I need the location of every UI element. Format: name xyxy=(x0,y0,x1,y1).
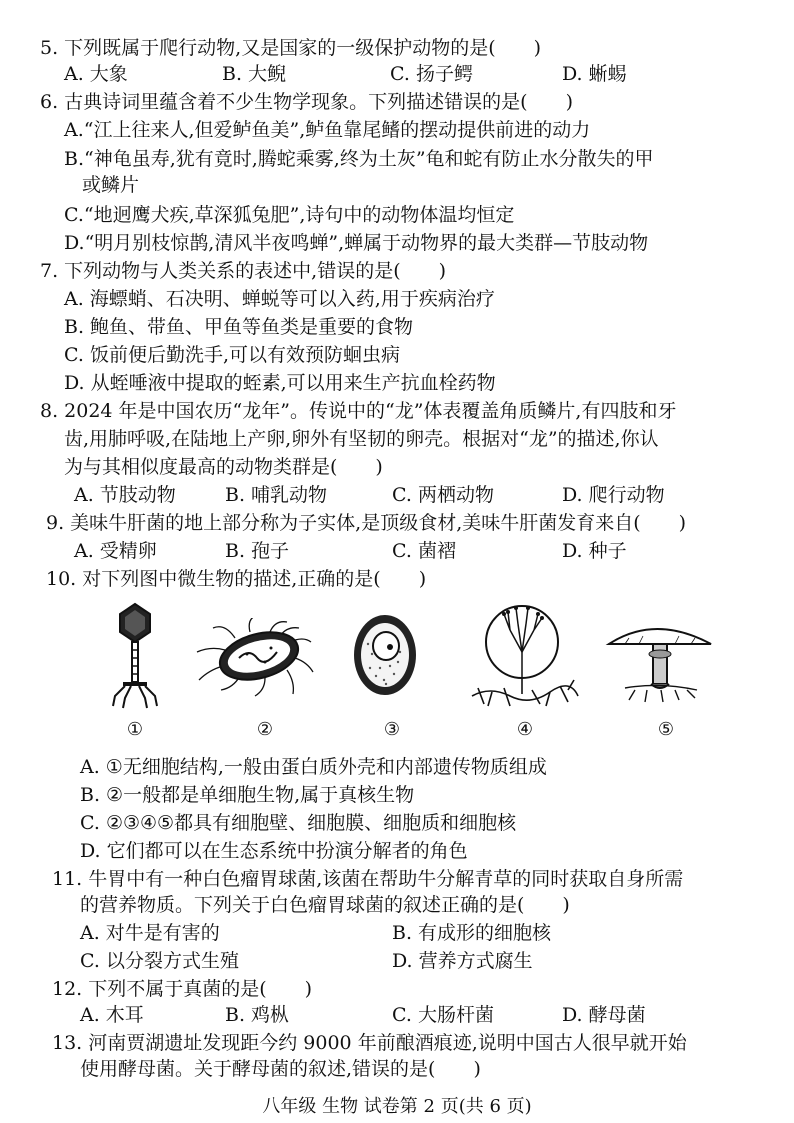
q11-option-d: D. 营养方式腐生 xyxy=(392,950,533,972)
q7-option-c: C. 饭前便后勤洗手,可以有效预防蛔虫病 xyxy=(64,344,400,366)
q13-stem-line1: 13. 河南贾湖遗址发现距今约 9000 年前酿酒痕迹,说明中国古人很早就开始 xyxy=(52,1032,687,1054)
q8-option-c: C. 两栖动物 xyxy=(392,484,494,506)
q8-stem-line1: 8. 2024 年是中国农历“龙年”。传说中的“龙”体表覆盖角质鳞片,有四肢和牙 xyxy=(40,400,677,422)
q5-option-c: C. 扬子鳄 xyxy=(390,63,473,85)
q6-option-b-line2: 或鳞片 xyxy=(82,174,140,196)
q12-option-d: D. 酵母菌 xyxy=(562,1004,646,1026)
mushroom-figure xyxy=(605,614,715,704)
figure-label-2: ② xyxy=(256,719,274,740)
q11-option-b: B. 有成形的细胞核 xyxy=(392,922,552,944)
q7-option-d: D. 从蛭唾液中提取的蛭素,可以用来生产抗血栓药物 xyxy=(64,372,496,394)
q7-stem: 7. 下列动物与人类关系的表述中,错误的是( ) xyxy=(40,260,447,282)
q10-option-d: D. 它们都可以在生态系统中扮演分解者的角色 xyxy=(80,840,468,862)
q8-option-d: D. 爬行动物 xyxy=(562,484,665,506)
figure-label-4: ④ xyxy=(516,719,534,740)
figure-label-3: ③ xyxy=(383,719,401,740)
q8-stem-line2: 齿,用肺呼吸,在陆地上产卵,卵外有坚韧的卵壳。根据对“龙”的描述,你认 xyxy=(64,428,659,450)
q6-stem: 6. 古典诗词里蕴含着不少生物学现象。下列描述错误的是( ) xyxy=(40,91,573,113)
q12-option-b: B. 鸡枞 xyxy=(225,1004,290,1026)
bacterium-figure xyxy=(195,618,315,698)
q7-option-b: B. 鲍鱼、带鱼、甲鱼等鱼类是重要的食物 xyxy=(64,316,414,338)
q6-option-c: C.“地迥鹰犬疾,草深狐兔肥”,诗句中的动物体温均恒定 xyxy=(64,204,515,226)
q8-option-b: B. 哺乳动物 xyxy=(225,484,328,506)
yeast-cell-figure xyxy=(350,610,420,700)
figure-label-5: ⑤ xyxy=(657,719,675,740)
q8-option-a: A. 节肢动物 xyxy=(74,484,176,506)
q11-option-c: C. 以分裂方式生殖 xyxy=(80,950,239,972)
q12-option-a: A. 木耳 xyxy=(80,1004,144,1026)
q10-option-c: C. ②③④⑤都具有细胞壁、细胞膜、细胞质和细胞核 xyxy=(80,812,517,834)
q13-stem-line2: 使用酵母菌。关于酵母菌的叙述,错误的是( ) xyxy=(80,1058,481,1080)
q11-stem-line2: 的营养物质。下列关于白色瘤胃球菌的叙述正确的是( ) xyxy=(80,894,570,916)
mold-figure xyxy=(470,600,580,710)
page-footer: 八年级 生物 试卷第 2 页(共 6 页) xyxy=(262,1096,532,1117)
q8-stem-line3: 为与其相似度最高的动物类群是( ) xyxy=(64,456,383,478)
bacteriophage-figure xyxy=(105,600,165,710)
q5-option-a: A. 大象 xyxy=(64,63,128,85)
q5-option-b: B. 大鲵 xyxy=(222,63,287,85)
q9-option-a: A. 受精卵 xyxy=(74,540,157,562)
q11-stem-line1: 11. 牛胃中有一种白色瘤胃球菌,该菌在帮助牛分解青草的同时获取自身所需 xyxy=(52,868,684,890)
q11-option-a: A. 对牛是有害的 xyxy=(80,922,220,944)
q12-option-c: C. 大肠杆菌 xyxy=(392,1004,494,1026)
q10-stem: 10. 对下列图中微生物的描述,正确的是( ) xyxy=(46,568,427,590)
q9-option-c: C. 菌褶 xyxy=(392,540,456,562)
q6-option-a: A.“江上往来人,但爱鲈鱼美”,鲈鱼靠尾鳍的摆动提供前进的动力 xyxy=(64,119,591,141)
q10-option-b: B. ②一般都是单细胞生物,属于真核生物 xyxy=(80,784,415,806)
q5-stem: 5. 下列既属于爬行动物,又是国家的一级保护动物的是( ) xyxy=(40,37,542,59)
q5-option-d: D. 蜥蜴 xyxy=(562,63,627,85)
q10-option-a: A. ①无细胞结构,一般由蛋白质外壳和内部遗传物质组成 xyxy=(80,756,547,778)
q9-option-b: B. 孢子 xyxy=(225,540,290,562)
q9-stem: 9. 美味牛肝菌的地上部分称为子实体,是顶级食材,美味牛肝菌发育来自( ) xyxy=(46,512,687,534)
q7-option-a: A. 海螵蛸、石决明、蝉蜕等可以入药,用于疾病治疗 xyxy=(64,288,495,310)
q6-option-d: D.“明月别枝惊鹊,清风半夜鸣蝉”,蝉属于动物界的最大类群—节肢动物 xyxy=(64,232,649,254)
q6-option-b-line1: B.“神龟虽寿,犹有竟时,腾蛇乘雾,终为土灰”龟和蛇有防止水分散失的甲 xyxy=(64,148,654,170)
q9-option-d: D. 种子 xyxy=(562,540,627,562)
figure-label-1: ① xyxy=(126,719,144,740)
q12-stem: 12. 下列不属于真菌的是( ) xyxy=(52,978,313,1000)
